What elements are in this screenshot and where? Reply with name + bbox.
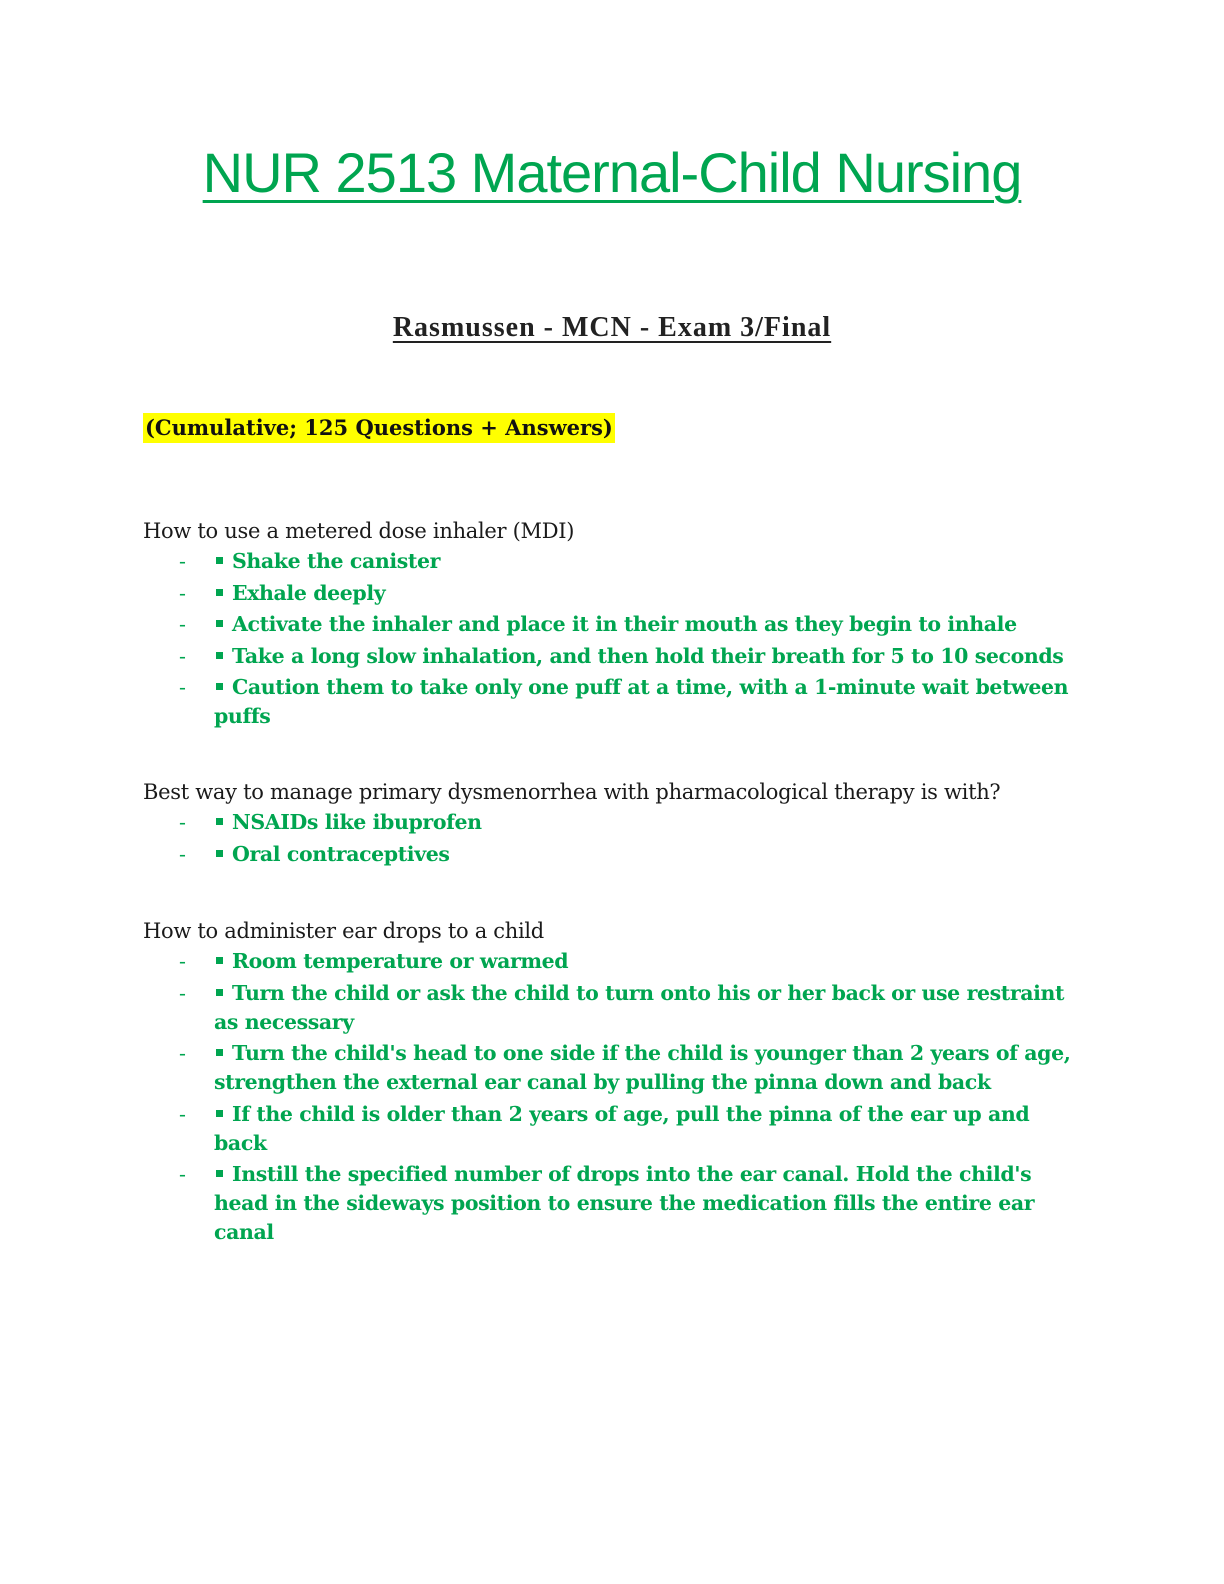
dash-marker: - — [179, 810, 186, 834]
answer-item: - NSAIDs like ibuprofen — [143, 808, 1083, 837]
square-bullet-icon — [216, 850, 223, 857]
question-block-ear-drops — [143, 916, 1083, 1250]
square-bullet-icon — [216, 957, 223, 964]
answer-item: - Take a long slow inhalation, and then hold their breath for 5 to 10 seconds — [143, 642, 1083, 671]
answer-item: - Activate the inhaler and place it in their mouth as they begin to inhale — [143, 610, 1083, 639]
dash-marker: - — [179, 980, 186, 1005]
question-text: How to administer ear drops to a child — [143, 919, 544, 943]
square-bullet-icon — [216, 683, 223, 690]
dash-marker: - — [179, 675, 186, 699]
answer-list — [143, 947, 1083, 1247]
square-bullet-icon — [216, 652, 223, 659]
answer-list — [143, 547, 1083, 731]
answer-item: - Turn the child's head to one side if the child is younger than 2 years of age, strengthen the external ear canal by pulling the pinna down and back — [179, 1041, 1071, 1094]
square-bullet-icon — [216, 620, 223, 627]
document-title: NUR 2513 Maternal-Child Nursing — [202, 141, 1022, 204]
answer-item: - If the child is older than 2 years of age, pull the pinna of the ear up and back — [179, 1101, 1030, 1155]
dash-marker: - — [179, 1041, 186, 1065]
square-bullet-icon — [216, 989, 223, 996]
question-block-dysmenorrhea — [143, 777, 1083, 871]
answer-item: - Caution them to take only one puff at a time, with a 1-minute wait between puffs — [179, 675, 1069, 728]
answer-item: - Oral contraceptives — [143, 840, 1083, 869]
square-bullet-icon — [216, 557, 223, 564]
answer-item: - Exhale deeply — [143, 579, 1083, 608]
question-block-mdi — [143, 516, 1083, 734]
dash-marker: - — [179, 1101, 186, 1126]
dash-marker: - — [179, 949, 186, 973]
document-subtitle: Rasmussen - MCN - Exam 3/Final — [392, 312, 832, 343]
answer-item: - Instill the specified number of drops into the ear canal. Hold the child's head in the sideways position to ensure the medication fills the entire ear canal — [179, 1162, 1035, 1244]
question-text: Best way to manage primary dysmenorrhea with pharmacological therapy is with? — [143, 780, 1001, 804]
dash-marker: - — [179, 612, 186, 636]
square-bullet-icon — [216, 1110, 223, 1117]
dash-marker: - — [179, 549, 186, 573]
answer-item: - Shake the canister — [143, 547, 1083, 576]
square-bullet-icon — [216, 589, 223, 596]
highlighted-note: (Cumulative; 125 Questions + Answers) — [143, 413, 615, 443]
answer-item: - Turn the child or ask the child to turn onto his or her back or use restraint as necessary — [179, 980, 1065, 1034]
square-bullet-icon — [216, 1170, 223, 1177]
square-bullet-icon — [216, 818, 223, 825]
dash-marker: - — [179, 841, 186, 866]
answer-list — [143, 808, 1083, 869]
question-text: How to use a metered dose inhaler (MDI) — [143, 519, 575, 543]
dash-marker: - — [179, 643, 186, 668]
square-bullet-icon — [216, 1049, 223, 1056]
answer-item: - Room temperature or warmed — [143, 947, 1083, 976]
dash-marker: - — [179, 1162, 186, 1186]
dash-marker: - — [179, 580, 186, 605]
